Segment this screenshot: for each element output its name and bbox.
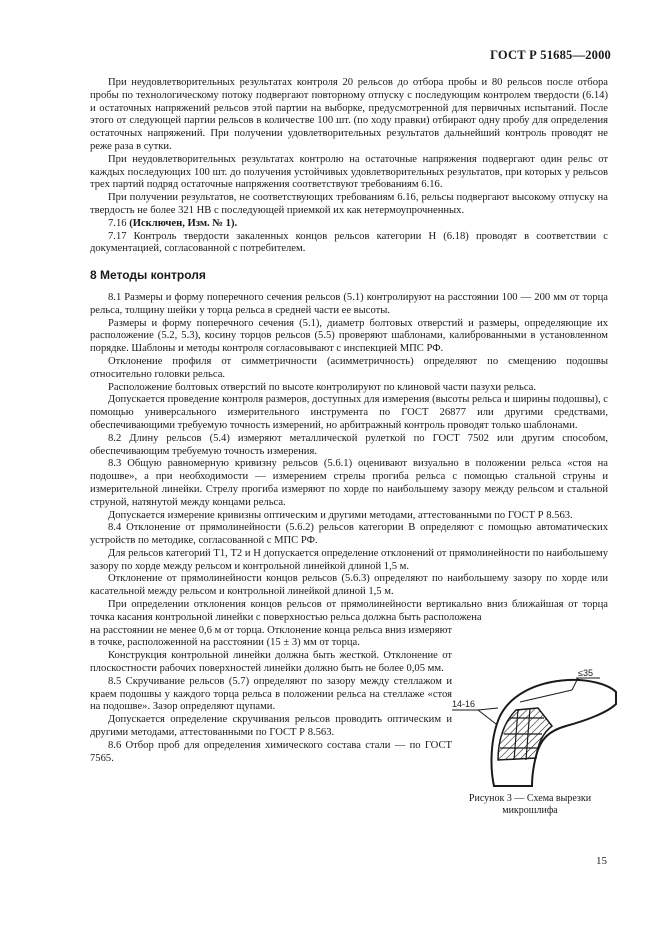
dim-line-left-b [478, 708, 498, 710]
paragraph: Размеры и форму поперечного сечения (5.1), диаметр болтовых отверстий и размеры, определяющие их расположение (5.2, 5.3), косину торцов рельсов (5.5) проверяют шаблонами, калиброванными в установленном порядке. Шаблоны и методы контроля согласовывают с инспекцией МПС РФ. [90, 317, 608, 355]
clause-7-17: 7.17 Контроль твердости закаленных концов рельсов категории Н (6.18) проводят в соответствии с документацией, согласованной с потребителем. [90, 230, 608, 255]
paragraph: 8.3 Общую равномерную кривизну рельсов (5.6.1) оценивают визуально в положении рельса «стоя на подошве», а при необходимости — измерением стрелы прогиба рельса с помощью стальной струны и измерительной линейки. Стрелу прогиба измеряют по хорде по наибольшему зазору между рельсом и стальной струной, натянутой между концами рельса. [90, 458, 608, 508]
dim-label-left: 14-16 [452, 699, 476, 709]
paragraph: При неудовлетворительных результатах контролю на остаточные напряжения подвергают один рельс от каждых последующих 100 шт. до получения устойчивых удовлетворительных результатов, при которых у рельсов трех партий подряд остаточные напряжения соответствуют требованиям 6.16. [90, 153, 608, 191]
dim-label-top: ≤35 [578, 668, 593, 678]
dim-line-top [520, 690, 572, 702]
paragraph: Расположение болтовых отверстий по высоте контролируют по клиновой части пазухи рельса. [108, 381, 537, 393]
paragraph: 8.2 Длину рельсов (5.4) измеряют металлической рулеткой по ГОСТ 7502 или другим способом, обеспечивающим требуемую точность измерения. [90, 432, 608, 457]
paragraph: Допускается проведение контроля размеров, доступных для измерения (высоты рельса и ширины подошвы), с помощью универсального измерительного инструмента по ГОСТ 26877 или другими средствами, обеспечивающими требуемую точность измерений, но арбитражный контроль проводят только шаблонами. [90, 394, 608, 431]
document-header: ГОСТ Р 51685—2000 [490, 48, 611, 62]
paragraph: Допускается измерение кривизны оптическим и другими методами, аттестованными по ГОСТ Р 8.563. [108, 509, 573, 521]
paragraph: При неудовлетворительных результатах контроля 20 рельсов до отбора пробы и 80 рельсов после отбора пробы по технологическому потоку подвергают повторному отпуску с последующим контролем твердости (6.14) и остаточных напряжений рельсов этой партии на выборке, предусмотренной для первичных испытаний. После этого от следующей партии рельсов в количестве 100 шт. (по ходу правки) отбирают одну пробу для определения остаточных напряжений. При получении удовлетворительных результатов дальнейший контроль проводят не реже раза в сутки. [90, 77, 608, 152]
paragraph: Конструкция контрольной линейки должна быть жесткой. Отклонение от плоскостности рабочих поверхностей линейки должно быть не более 0,05 мм. [90, 650, 452, 675]
clause-number: 7.16 [108, 217, 127, 229]
page-body [90, 77, 608, 765]
figure-microsection-diagram [448, 668, 618, 788]
page-number: 15 [596, 855, 607, 867]
paragraph: Отклонение профиля от симметричности (асимметричность) определяют по смещению подошвы относительно головки рельса. [90, 355, 608, 380]
figure-caption: Рисунок 3 — Схема вырезки микрошлифа [468, 793, 592, 816]
paragraph: Отклонение от прямолинейности концов рельсов (5.6.3) определяют по наибольшему зазору по хорде или касательной между рельсом и контрольной линейкой длиной 1,5 м. [90, 573, 608, 598]
paragraph: 8.4 Отклонение от прямолинейности (5.6.2) рельсов категории В определяют с помощью автоматических устройств по методике, согласованной с МПС РФ. [90, 522, 608, 547]
dim-line-left [478, 710, 496, 724]
paragraph: 8.5 Скручивание рельсов (5.7) определяют по зазору между стеллажом и краем подошвы у каждого торца рельса в положении рельса на стеллаже «стоя на подошве». Зазор определяют щупами. [90, 675, 452, 713]
paragraph: на расстоянии не менее 0,6 м от торца. Отклонение конца рельса вниз измеряют в точке, расположенной на расстоянии (15 ± 3) мм от торца. [90, 624, 452, 649]
section-heading: 8 Методы контроля [90, 268, 206, 283]
clause-text: (Исключен, Изм. № 1). [129, 217, 238, 229]
paragraph: 8.1 Размеры и форму поперечного сечения рельсов (5.1) контролируют на расстоянии 100 — 200 мм от торца рельса, толщину шейки у торца рельса в средней части ее высоты. [90, 291, 608, 316]
paragraph: 8.6 Отбор проб для определения химического состава стали — по ГОСТ 7565. [90, 739, 452, 764]
paragraph: При получении результатов, не соответствующих требованиям 6.16, рельсы подвергают высокому отпуску на твердость не более 321 HB с последующей приемкой их как нетермоупрочненных. [90, 192, 608, 216]
narrow-column [90, 625, 452, 766]
clause-7-16 [90, 218, 608, 231]
paragraph: Для рельсов категорий Т1, Т2 и Н допускается определение отклонений от прямолинейности по наибольшему зазору по хорде между рельсом и контрольной линейкой длиной 1,5 м. [90, 547, 608, 572]
paragraph: Допускается определение скручивания рельсов проводить оптическим и другими методами, аттестованными по ГОСТ Р 8.563. [90, 714, 452, 739]
paragraph: При определении отклонения концов рельсов от прямолинейности вертикально вниз ближайшая от торца точка касания контрольной линейки с поверхностью рельса должна быть расположена [90, 599, 608, 623]
